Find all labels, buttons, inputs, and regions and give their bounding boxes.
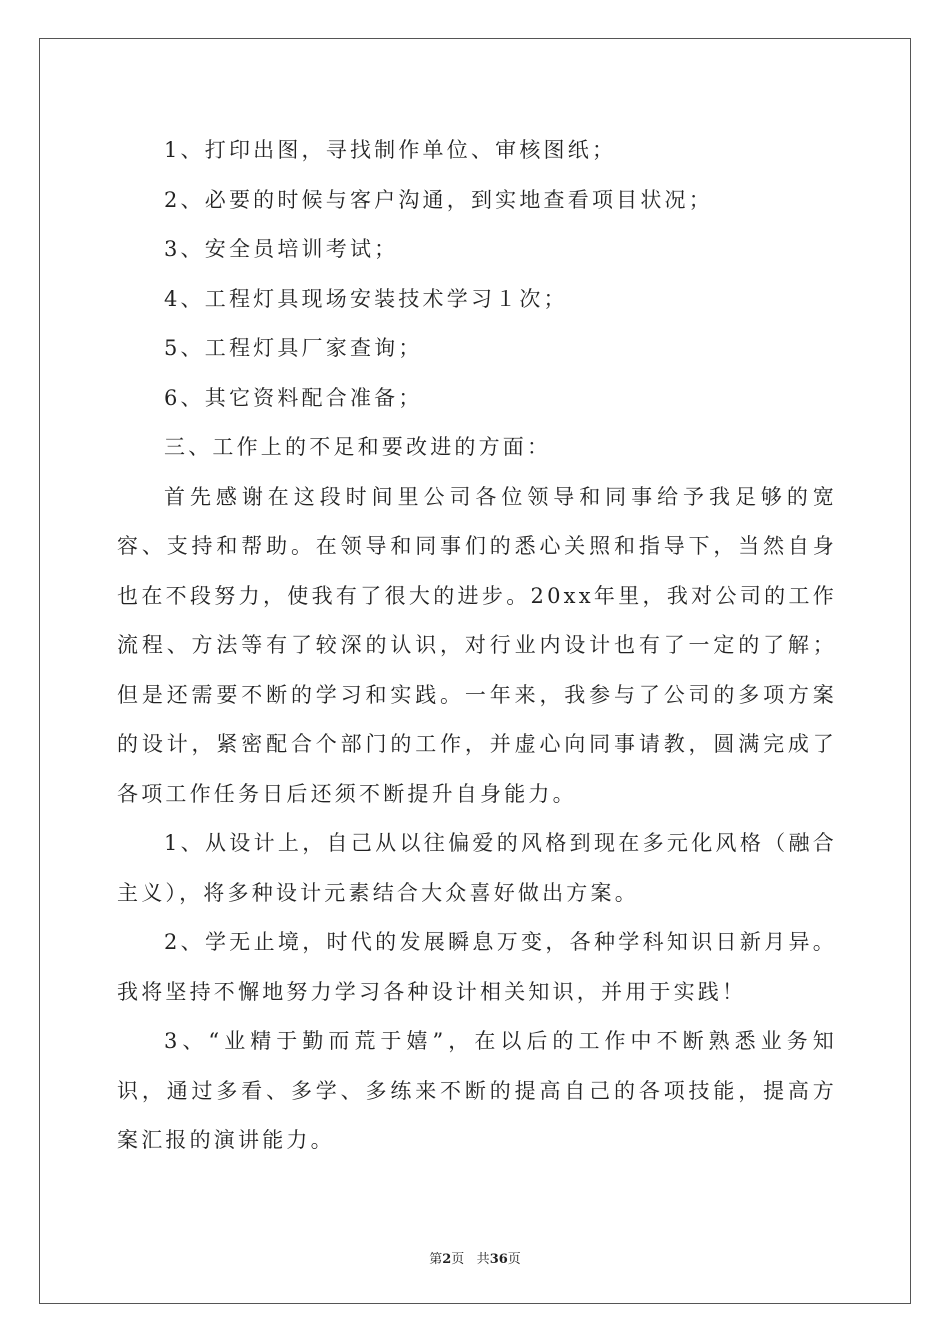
document-body: [117, 126, 837, 1166]
page-prefix: 第: [429, 1252, 443, 1267]
section-heading-3: 三、工作上的不足和要改进的方面：: [164, 435, 552, 459]
paragraph-item-2: 2、必要的时候与客户沟通，到实地查看项目状况；: [164, 187, 713, 212]
total-prefix: 共: [476, 1252, 490, 1267]
body-paragraph-thanks: 首先感谢在这段时间里公司各位领导和同事给予我足够的宽容、支持和帮助。在领导和同事们的悉心关照和指导下，当然自身也在不段努力，使我有了很大的进步。20xx年里，我对公司的工作流程、方法等有了较深的认识，对行业内设计也有了一定的了解；但是还需要不断的学习和实践。一年来，我参与了公司的多项方案的设计，紧密配合个部门的工作，并虚心向同事请教，圆满完成了各项工作任务日后还须不断提升自身能力。: [117, 484, 837, 806]
total-pages: 36: [489, 1252, 508, 1267]
total-suffix: 页: [507, 1252, 521, 1267]
paragraph-item-1: 1、打印出图，寻找制作单位、审核图纸；: [164, 138, 617, 162]
paragraph-item-3: 3、安全员培训考试；: [164, 237, 399, 261]
improvement-item-1: 1、从设计上，自己从以往偏爱的风格到现在多元化风格（融合主义），将多种设计元素结合大众喜好做出方案。: [117, 831, 837, 905]
paragraph-item-6: 6、其它资料配合准备；: [164, 385, 423, 410]
paragraph-item-4: 4、工程灯具现场安装技术学习１次；: [164, 286, 568, 311]
paragraph-item-5: 5、工程灯具厂家查询；: [164, 336, 423, 360]
page-number: 2: [442, 1252, 452, 1267]
page-footer: [0, 1248, 950, 1267]
page-suffix: 页: [451, 1252, 465, 1267]
improvement-item-2: 2、学无止境，时代的发展瞬息万变，各种学科知识日新月异。我将坚持不懈地努力学习各种设计相关知识，并用于实践！: [117, 930, 837, 1004]
improvement-item-3: 3、“业精于勤而荒于嬉”，在以后的工作中不断熟悉业务知识，通过多看、多学、多练来不断的提高自己的各项技能，提高方案汇报的演讲能力。: [117, 1029, 837, 1152]
